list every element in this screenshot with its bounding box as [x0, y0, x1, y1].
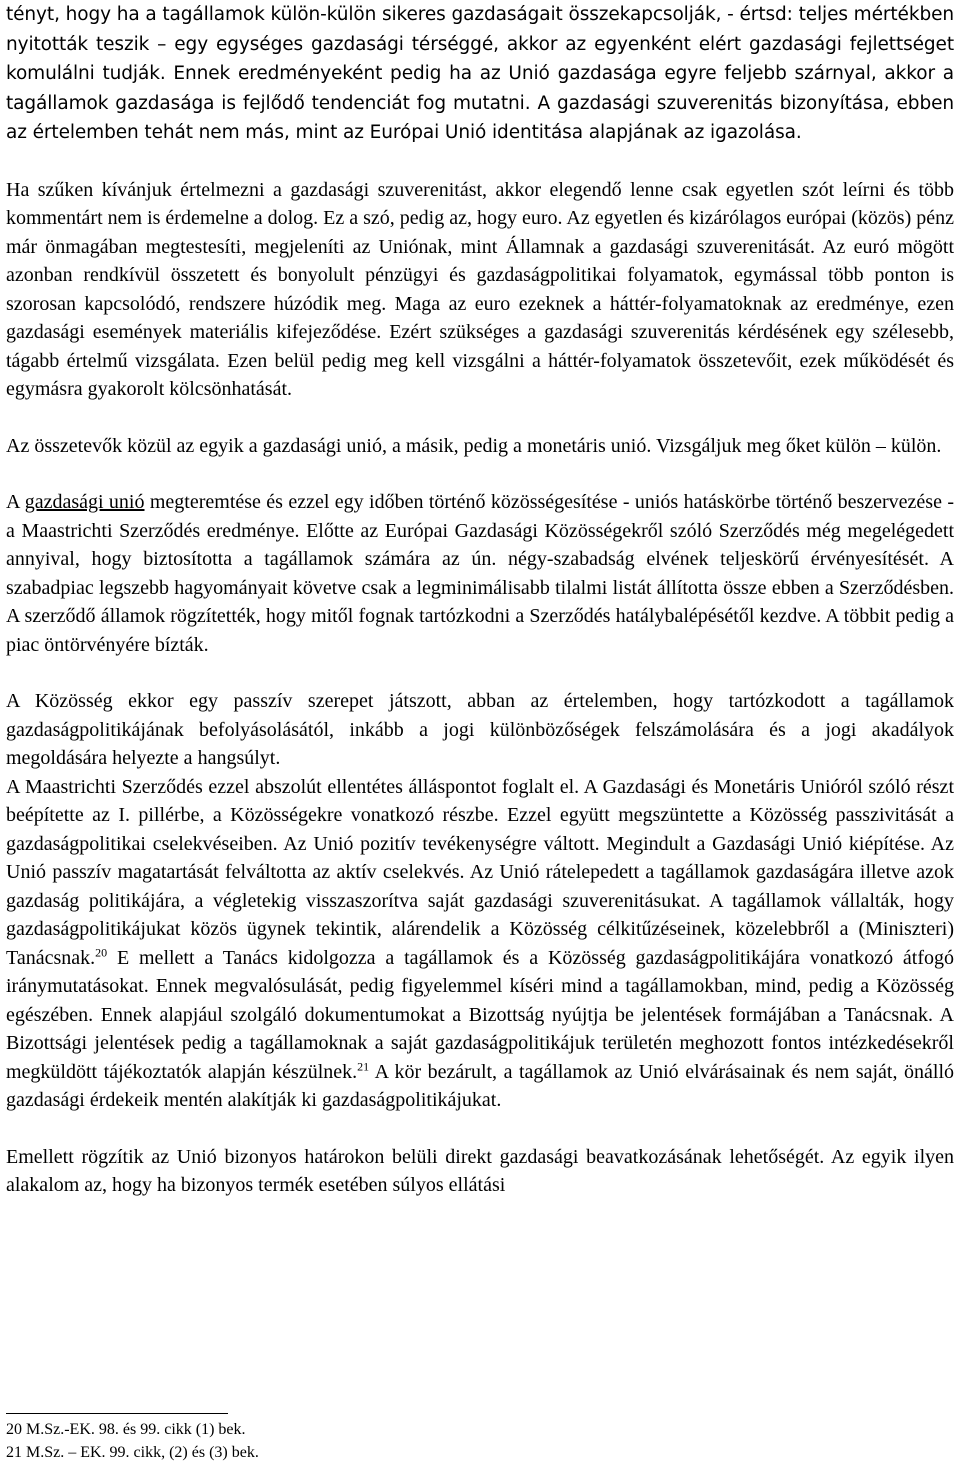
paragraph-economic-union: [6, 488, 954, 659]
paragraph-economic-union-rest: megteremtése és ezzel egy időben történő közösségesítése - uniós hatáskörbe történő beszervezése - a Maastrichti Szerződés eredménye. Előtte az Európai Gazdasági Közösségekről szóló Szerződés még megelégedett annyival, hogy biztosította a tagállamok számára az ún. négy-szabadság elvének teljeskörű érvényesítését. A szabadpiac legszebb hagyományait követve csak a legminimálisabb tilalmi listát állította össze ebben a Szerződésben. A szerződő államok rögzítették, hogy mitől fognak tartózkodni a Szerződés hatálybalépésétől kezdve. A többit pedig a piac öntörvényére bízták.: [6, 491, 954, 656]
paragraph-maastricht: [6, 773, 954, 1115]
footnote-divider: [6, 1413, 228, 1414]
footnote-ref-20[interactable]: 20: [95, 944, 108, 959]
paragraph-intro: [6, 0, 954, 148]
paragraph-economic-union-lead: A: [6, 491, 25, 513]
footnote-20: 20 M.Sz.-EK. 98. és 99. cikk (1) bek.: [6, 1421, 246, 1438]
footnote-ref-21[interactable]: 21: [357, 1058, 370, 1073]
paragraph-maastricht-text-b: A Maastrichti Szerződés ezzel abszolút ellentétes álláspontot foglalt el. A Gazdasági és Monetáris Unióról szóló részt beépítette az I. pillérbe, a Közösségekre vonatkozó részbe. Ezzel együtt megszüntette a Közösség passzivitását a gazdaságpolitikai cselekvéseiben. Az Unió pozitív tevékenységre váltott. Megindult a Gazdasági Unió kiépítése. Az Unió passzív magatartását felváltotta az aktív cselekvés. Az Unió rátelepedett a tagállamok gazdaságára illetve azok gazdaság politikájára, a végletekig visszaszorítva saját gazdasági szuverenitásukat. A tagállamok vállalták, hogy gazdaságpolitikájukat közös ügynek tekintik, alárendelik a Közösség célkitűzéseinek, közelebbről a (Miniszteri) Tanácsnak.: [6, 775, 954, 969]
paragraph-maastricht-text-c: E mellett a Tanács kidolgozza a tagállamok és a Közösség gazdaságpolitikájára vonatkozó átfogó iránymutatásokat. Ennek megvalósulását, pedig figyelemmel kíséri mind a tagállamokban, mind, pedig a Közösség egészében. Ennek alapjául szolgáló dokumentumokat a Bizottság nyújtja be jelentések formájában a Tanácsnak. A Bizottsági jelentések pedig a tagállamoknak a saját gazdaságpolitikájuk területén meghozott fontos intézkedésekről megküldött tájékoztatók alapján készülnek.: [6, 946, 954, 1083]
paragraph-intro-text-b: A gazdasági szuverenitás bizonyítása, ebben az értelemben tehát nem más, mint az Európai Unió identitása alapjának az igazolása.: [6, 92, 954, 143]
footnotes: [6, 1413, 954, 1464]
paragraph-euro: Ha szűken kívánjuk értelmezni a gazdasági szuverenitást, akkor elegendő lenne csak egyetlen szót leírni és több kommentárt nem is érdemelne a dolog. Ez a szó, pedig az, hogy euro. Az egyetlen és kizárólagos európai (közös) pénz már önmagában megtestesíti, megjeleníti az Uniónak, mint Államnak a gazdasági szuverenitását. Az euró mögött azonban rendkívül összetett és bonyolult pénzügyi és gazdaságpolitikai folyamatok, egymással több ponton is szorosan kapcsolódó, rendszere húzódik meg. Maga az euro ezeknek a háttér-folyamatoknak az eredménye, ezen gazdasági események materiális kifejeződése. Ezért szükséges a gazdasági szuverenitás kérdésének egy szélesebb, tágabb értelmű vizsgálata. Ezen belül pedig meg kell vizsgálni a háttér-folyamatok összetevőit, ezek működését és egymásra gyakorolt kölcsönhatását.: [6, 178, 954, 400]
paragraph-intro-text-a: tényt, hogy ha a tagállamok külön-külön sikeres gazdaságait összekapcsolják, - értsd: teljes mértékben nyitották teszik – egy egységes gazdasági térséggé, akkor az egyenként elért gazdasági fejlettséget komulálni tudják. Ennek eredményeként pedig ha az Unió gazdasága egyre feljebb szárnyal, akkor a tagállamok gazdasága is fejlődő tendenciát fog mutatni.: [6, 4, 954, 114]
footnote-21: 21 M.Sz. – EK. 99. cikk, (2) és (3) bek.: [6, 1444, 259, 1461]
paragraph-maastricht-text-d: A kör bezárult, a tagállamok az Unió elvárásainak és nem saját, önálló gazdasági érdekeik mentén alakítják ki gazdaságpolitikájukat.: [6, 1060, 954, 1111]
paragraph-community-passive: A Közösség ekkor egy passzív szerepet játszott, abban az értelemben, hogy tartózkodott a tagállamok gazdaságpolitikájának befolyásolásától, inkább a jogi különbözőségek felszámolására és a jogi akadályok megoldására helyezte a hangsúlyt.: [6, 690, 954, 769]
economic-union-term: gazdasági unió: [24, 491, 145, 513]
paragraph-components: Az összetevők közül az egyik a gazdasági unió, a másik, pedig a monetáris unió. Vizsgáljuk meg őket külön – külön.: [6, 434, 942, 457]
document-body: [6, 0, 954, 1200]
paragraph-direct-intervention: Emellett rögzítik az Unió bizonyos határokon belüli direkt gazdasági beavatkozásának lehetőségét. Az egyik ilyen alakalom az, hogy ha bizonyos termék esetében súlyos ellátási: [6, 1145, 954, 1196]
